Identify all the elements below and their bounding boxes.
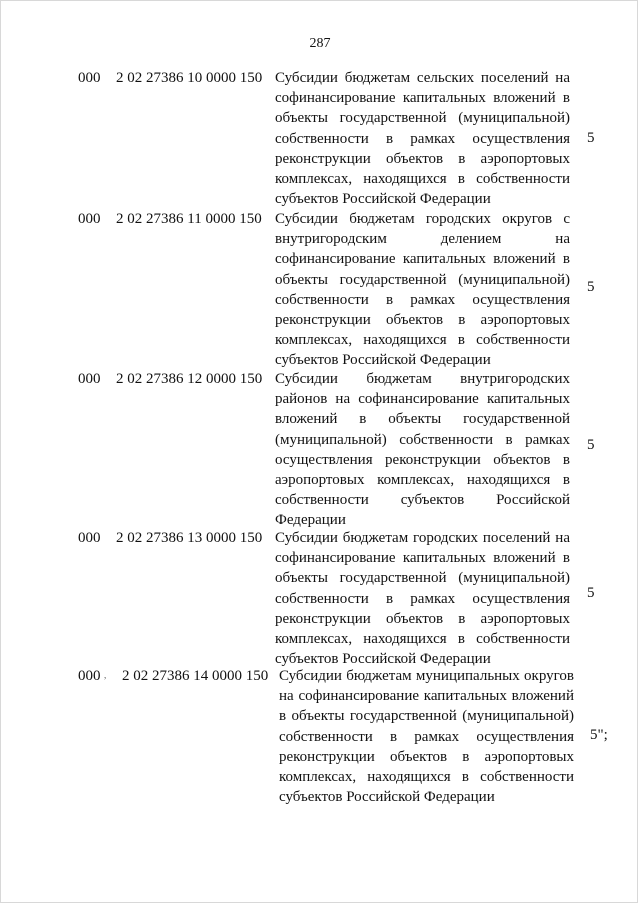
row-value: 5	[587, 437, 595, 453]
budget-code: 2 02 27386 11 0000 150	[116, 211, 262, 227]
page-number: 287	[309, 36, 331, 51]
admin-code: 000	[78, 371, 101, 387]
admin-code: 000	[78, 70, 101, 86]
row-description: Субсидии бюджетам сельских поселений на софинансирование капитальных вложений в объекты государственной (муниципальной) собственности в рамках осуществления реконструкции объектов в аэропортовых комплексах, находящихся в собственности субъектов Российской Федерации	[275, 70, 570, 208]
row-description: Субсидии бюджетам муниципальных округов на софинансирование капитальных вложений в объекты государственной (муниципальной) собственности в рамках осуществления реконструкции объектов в аэропортовых комплексах, находящихся в собственности субъектов Российской Федерации	[279, 668, 574, 806]
budget-code: 2 02 27386 14 0000 150	[122, 668, 269, 684]
scan-mark: ,	[104, 670, 107, 680]
admin-code: 000	[78, 211, 101, 227]
row-description: Субсидии бюджетам городских округов с внутригородским делением на софинансирование капитальных вложений в объекты государственной (муниципальной) собственности в рамках осуществления реконструкции объектов в аэропортовых комплексах, находящихся в собственности субъектов Российской Федерации	[275, 211, 570, 369]
row-value: 5	[587, 279, 595, 295]
row-description: Субсидии бюджетам внутригородских районов на софинансирование капитальных вложений в объекты государственной (муниципальной) собственности в рамках осуществления реконструкции объектов в аэропортовых комплексах, находящихся в собственности субъектов Российской Федерации	[275, 371, 570, 529]
admin-code: 000	[78, 530, 101, 546]
row-value: 5	[587, 130, 595, 146]
row-value: 5	[587, 585, 595, 601]
admin-code: 000	[78, 668, 101, 684]
budget-code: 2 02 27386 12 0000 150	[116, 371, 263, 387]
row-description: Субсидии бюджетам городских поселений на софинансирование капитальных вложений в объекты государственной (муниципальной) собственности в рамках осуществления реконструкции объектов в аэропортовых комплексах, находящихся в собственности субъектов Российской Федерации	[275, 530, 570, 668]
row-value: 5";	[590, 727, 608, 743]
budget-code: 2 02 27386 13 0000 150	[116, 530, 263, 546]
budget-code: 2 02 27386 10 0000 150	[116, 70, 263, 86]
